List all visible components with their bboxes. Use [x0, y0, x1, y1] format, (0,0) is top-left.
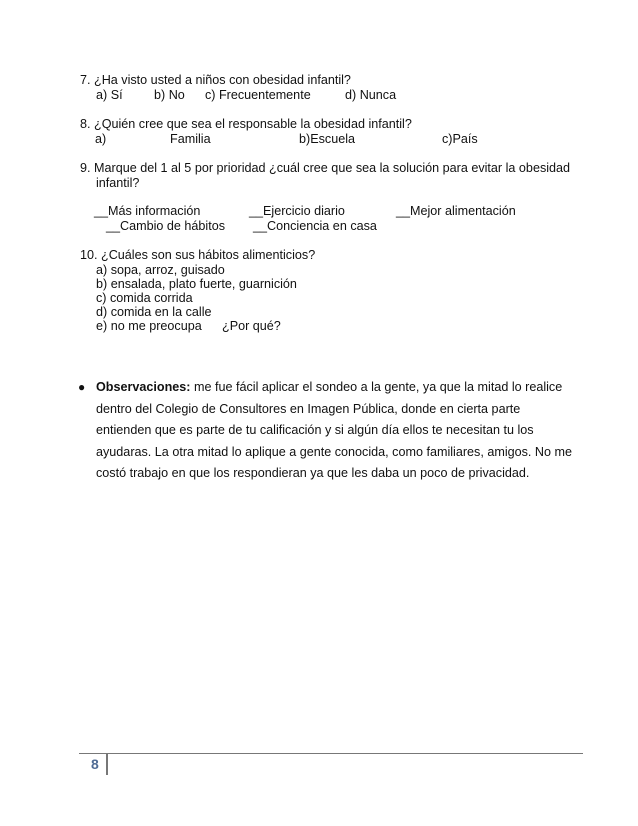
question-9: 9. Marque del 1 al 5 por prioridad ¿cuál cree que sea la solución para evitar la obesidad: [80, 161, 571, 175]
question-8: 8. ¿Quién cree que sea el responsable la obesidad infantil?: [80, 117, 412, 131]
q10-option-d: d) comida en la calle: [96, 305, 212, 319]
page-number: 8: [91, 756, 99, 772]
q8-option-a: a): [95, 132, 107, 146]
q8-option-a-label: Familia: [170, 132, 211, 146]
bullet-icon: ●: [78, 380, 86, 394]
observations-text: me fue fácil aplicar el sondeo a la gente, ya que la mitad lo realice dentro del Colegio de Consultores en Imagen Pública, donde en cierta parte entienden que es parte de tu calificación y si algún día ellos te necesitan tu los ayudaras. La otra mitad lo aplique a gente conocida, como familiares, amigos. No me costó trabajo en que los respondieran ya que les daba un poco de privacidad.: [96, 380, 573, 480]
q10-option-a: a) sopa, arroz, guisado: [96, 263, 225, 277]
q9-option-mejor-alimentacion: __Mejor alimentación: [396, 204, 516, 218]
q10-option-e: e) no me preocupa: [96, 319, 202, 333]
q9-option-mas-informacion: __Más información: [94, 204, 201, 218]
q10-option-b: b) ensalada, plato fuerte, guarnición: [96, 277, 297, 291]
question-9-continued: infantil?: [96, 176, 140, 190]
q10-option-c: c) comida corrida: [96, 291, 193, 305]
q10-why: ¿Por qué?: [222, 319, 281, 333]
q7-option-c: c) Frecuentemente: [205, 88, 311, 102]
q9-option-cambio-de-habitos: __Cambio de hábitos: [106, 219, 226, 233]
q7-option-d: d) Nunca: [345, 88, 397, 102]
q9-option-conciencia-en-casa: __Conciencia en casa: [253, 219, 377, 233]
footer-rule: [79, 753, 583, 754]
question-7: 7. ¿Ha visto usted a niños con obesidad infantil?: [80, 73, 351, 87]
q7-option-b: b) No: [154, 88, 185, 102]
observations-paragraph: [96, 377, 576, 485]
q9-option-ejercicio-diario: __Ejercicio diario: [249, 204, 345, 218]
footer-separator: [106, 754, 108, 775]
q8-option-c: c)País: [442, 132, 478, 146]
q7-option-a: a) Sí: [96, 88, 123, 102]
question-10: 10. ¿Cuáles son sus hábitos alimenticios?: [80, 248, 316, 262]
observations-label: Observaciones:: [96, 380, 191, 394]
q8-option-b: b)Escuela: [299, 132, 356, 146]
